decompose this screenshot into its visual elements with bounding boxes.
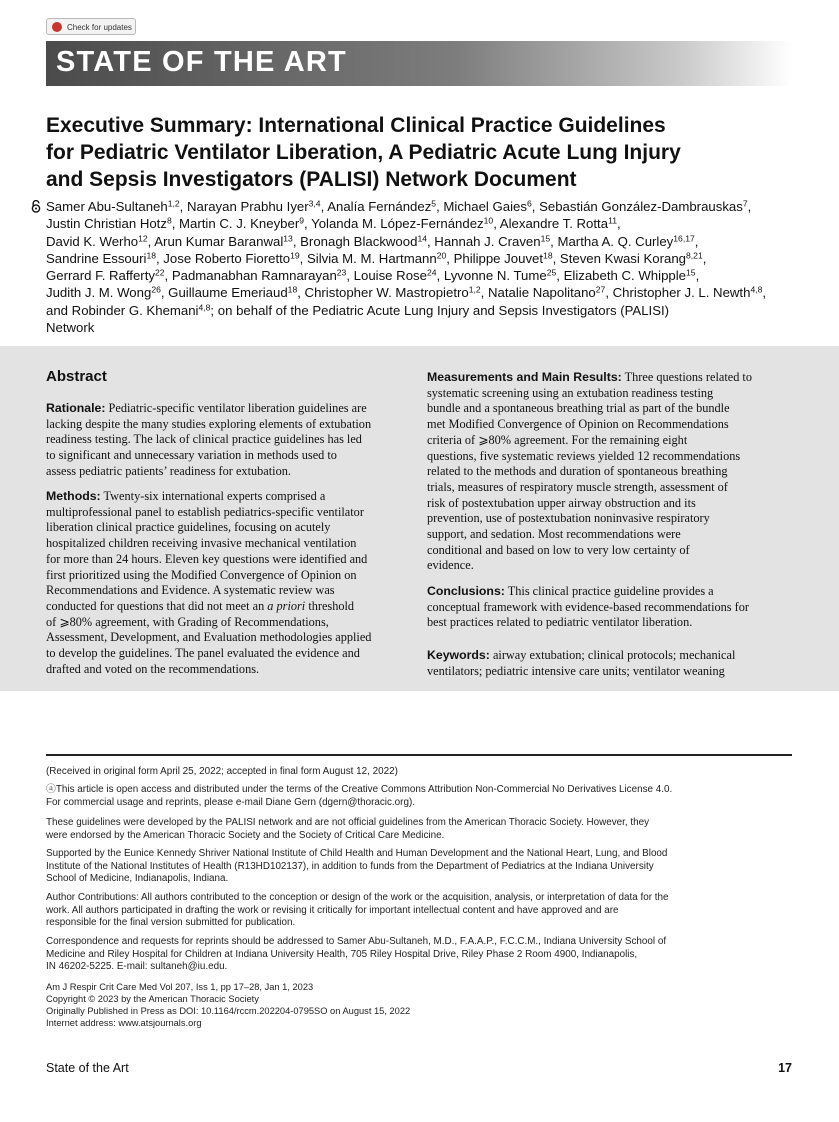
methods-text: threshold [308, 598, 355, 613]
measurements-text: support, and sedation. Most recommendations were [427, 527, 681, 542]
contributions-text: work. All authors participated in drafting the work or revising it critically for important intellectual content and have approved and are [46, 904, 619, 916]
measurements-text: criteria of ⩾80% agreement. For the remaining eight [427, 432, 688, 447]
support-text: School of Medicine, Indianapolis, Indiana. [46, 873, 229, 885]
support-text: Institute of the National Institutes of Health (R13HD102137), in addition to funds from the Department of Pediatrics at the Indiana University [46, 860, 654, 872]
author-name: , [762, 285, 767, 301]
keywords-label: Keywords: [427, 648, 490, 662]
title-line: Executive Summary: International Clinical Practice Guidelines [46, 114, 666, 137]
article-title [46, 112, 766, 193]
author-name: Justin Christian Hotz [46, 216, 167, 232]
author-name: , Martha A. Q. Curley [550, 233, 674, 249]
measurements-text: bundle and a spontaneous breathing trial as part of the bundle [427, 401, 730, 416]
methods-text: liberation clinical practice guidelines, focusing on acutely [46, 520, 331, 535]
methods-italic-text: a priori [267, 598, 306, 613]
author-name: , Padmanabhan Ramnarayan [164, 268, 337, 284]
contributions-text: responsible for the final version submitted for publication. [46, 917, 296, 929]
citation-text: Am J Respir Crit Care Med Vol 207, Iss 1, pp 17–28, Jan 1, 2023 [46, 982, 314, 992]
author-name: , Christopher J. L. Newth [605, 285, 751, 301]
guidelines-text: These guidelines were developed by the PALISI network and are not official guidelines from the American Thoracic Society. However, they [46, 817, 650, 828]
author-name: Samer Abu-Sultaneh [46, 199, 168, 214]
author-name: , [702, 250, 707, 266]
open-access-note [46, 784, 796, 809]
guidelines-note [46, 817, 796, 842]
measurements-text: trials, measures of respiratory muscle strength, assessment of [427, 479, 728, 494]
measurements-text: related to the methods and duration of spontaneous breathing [427, 464, 728, 479]
author-affiliation: 11 [608, 215, 617, 226]
rationale-text: lacking despite the many studies exploring elements of extubation [46, 416, 372, 431]
author-name: , Analía Fernández [320, 199, 432, 214]
title-line: for Pediatric Ventilator Liberation, A Pediatric Acute Lung Injury [46, 141, 681, 164]
author-affiliation: 24 [426, 267, 437, 278]
author-affiliation: 16,17 [673, 232, 695, 243]
author-affiliation: 4,8 [750, 284, 763, 295]
rationale-text: assess pediatric patients’ readiness for extubation. [46, 463, 291, 478]
author-line [46, 267, 806, 284]
author-affiliation: 9 [299, 215, 305, 226]
author-line [46, 319, 806, 336]
author-line [46, 302, 806, 319]
author-affiliation: 27 [595, 284, 606, 295]
check-for-updates-badge[interactable] [46, 18, 136, 35]
author-name: , Steven Kwasi Korang [552, 250, 687, 266]
correspondence-text: Medicine and Riley Hospital for Children at Indiana University Health, 705 Riley Hospital Drive, Riley Phase 2 Room 4900, Indianapolis, [46, 948, 638, 960]
correspondence-text: Correspondence and requests for reprints should be addressed to Samer Abu-Sultaneh, M.D., F.A.A.P., F.C.C.M., Indiana University School of [46, 936, 667, 947]
author-affiliation: 18 [543, 250, 553, 261]
author-name: Gerrard F. Rafferty [46, 268, 155, 284]
author-list [46, 198, 806, 336]
author-affiliation: 18 [146, 250, 156, 261]
author-name: , Arun Kumar Baranwal [147, 233, 284, 249]
author-affiliation: 4,8 [198, 302, 211, 313]
author-affiliation: 23 [336, 267, 347, 278]
author-name: and Robinder G. Khemani [46, 302, 199, 318]
footnote-divider [46, 754, 792, 756]
copyright-text: Copyright © 2023 by the American Thoracic Society [46, 994, 259, 1005]
author-affiliation: 15 [686, 267, 696, 278]
abstract-conclusions [427, 584, 793, 631]
author-affiliation: 18 [287, 284, 298, 295]
contributions-text: Author Contributions: All authors contributed to the conception or design of the work or the acquisition, analysis, or interpretation of data for the [46, 892, 669, 903]
correspondence-text: IN 46202-5225. E-mail: sultaneh@iu.edu. [46, 961, 228, 973]
measurements-text: systematic screening using an extubation readiness testing [427, 385, 714, 400]
author-affiliation: 12 [138, 232, 148, 243]
author-affiliation: 19 [290, 250, 300, 261]
open-access-text: This article is open access and distributed under the terms of the Creative Commons Attribution Non-Commercial No Derivatives License 4.0. [55, 784, 673, 795]
received-text: (Received in original form April 25, 2022; accepted in final form August 12, 2022) [46, 766, 398, 777]
methods-text: first prioritized using the Modified Convergence of Opinion on [46, 567, 357, 582]
author-name: , Lyvonne N. Tume [436, 268, 547, 284]
conclusions-text: conceptual framework with evidence-based recommendations for [427, 599, 749, 614]
abstract-heading: Abstract [46, 368, 107, 385]
methods-text: Assessment, Development, and Evaluation methodologies applied [46, 630, 372, 645]
support-note [46, 848, 796, 886]
banner-text: STATE OF THE ART [56, 46, 347, 78]
author-name: , [747, 199, 752, 214]
author-affiliation: 3,4 [308, 198, 321, 209]
author-affiliation: 5 [431, 198, 437, 209]
author-affiliation: 7 [742, 198, 748, 209]
citation-note [46, 981, 796, 1029]
keywords-text: airway extubation; clinical protocols; mechanical [492, 648, 736, 662]
author-name: ; on behalf of the Pediatric Acute Lung Injury and Sepsis Investigators (PALISI) [210, 302, 670, 318]
title-line: and Sepsis Investigators (PALISI) Network Document [46, 168, 577, 191]
author-affiliation: 15 [540, 232, 551, 243]
author-name: , Bronagh Blackwood [292, 233, 418, 249]
author-affiliation: 20 [436, 250, 447, 261]
author-name: , [695, 268, 700, 284]
measurements-label: Measurements and Main Results: [427, 370, 622, 384]
author-affiliation: 6 [526, 198, 532, 209]
internet-address-text: Internet address: www.atsjournals.org [46, 1018, 202, 1029]
guidelines-text: were endorsed by the American Thoracic Society and the Society of Critical Care Medicine. [46, 829, 445, 841]
author-affiliation: 8,21 [686, 250, 703, 261]
correspondence-note [46, 936, 796, 974]
received-note [46, 766, 796, 779]
keywords-text: ventilators; pediatric intensive care units; ventilator weaning [427, 663, 725, 678]
author-name: , Yolanda M. López-Fernández [304, 216, 484, 232]
measurements-text: met Modified Convergence of Opinion on Recommendations [427, 417, 729, 432]
author-line [46, 215, 806, 232]
rationale-text: Pediatric-specific ventilator liberation guidelines are [108, 401, 367, 415]
author-line [46, 284, 806, 301]
author-name: , Sebastián González-Dambrauskas [531, 199, 743, 214]
methods-label: Methods: [46, 489, 101, 503]
measurements-text: evidence. [427, 558, 474, 573]
author-line [46, 198, 806, 215]
conclusions-text: This clinical practice guideline provides a [507, 584, 714, 598]
author-name: , Narayan Prabhu Iyer [179, 199, 309, 214]
author-name: Sandrine Essouri [46, 250, 147, 266]
footer-section: State of the Art [46, 1061, 129, 1075]
measurements-text: Three questions related to [624, 370, 752, 384]
author-name: , Alexandre T. Rotta [493, 216, 609, 232]
conclusions-label: Conclusions: [427, 584, 505, 598]
open-access-icon [31, 200, 41, 213]
support-text: Supported by the Eunice Kennedy Shriver National Institute of Child Health and Human Development and the National Heart, Lung, and Blood [46, 848, 668, 859]
author-name: , Christopher W. Mastropietro [297, 285, 469, 301]
author-affiliation: 1,2 [468, 284, 481, 295]
conclusions-text: best practices related to pediatric ventilator liberation. [427, 615, 693, 630]
contributions-note [46, 892, 796, 930]
author-name: , Elizabeth C. Whipple [556, 268, 687, 284]
rationale-label: Rationale: [46, 401, 106, 415]
author-name: , Guillaume Emeriaud [160, 285, 288, 301]
measurements-text: risk of postextubation upper airway obstruction and its [427, 495, 696, 510]
methods-text: multiprofessional panel to establish pediatrics-specific ventilator [46, 504, 364, 519]
check-for-updates-label: Check for updates [67, 23, 132, 32]
author-name: , Philippe Jouvet [446, 250, 544, 266]
methods-text: Twenty-six international experts comprised a [103, 489, 326, 503]
author-name: , [694, 233, 699, 249]
author-name: , Silvia M. M. Hartmann [299, 250, 437, 266]
author-name: David K. Werho [46, 233, 139, 249]
author-affiliation: 14 [417, 232, 427, 243]
author-affiliation: 10 [483, 215, 494, 226]
author-name: , Jose Roberto Fioretto [155, 250, 291, 266]
measurements-text: prevention, use of postextubation noninvasive respiratory [427, 511, 710, 526]
author-name: Judith J. M. Wong [46, 285, 152, 301]
author-name: , [616, 216, 621, 232]
rationale-text: readiness testing. The lack of clinical practice guidelines has led [46, 432, 362, 447]
methods-text: for more than 24 hours. Eleven key questions were identified and [46, 551, 368, 566]
open-access-small-icon: ⓐ [46, 784, 56, 795]
author-affiliation: 1,2 [167, 198, 180, 209]
author-affiliation: 22 [154, 267, 165, 278]
author-affiliation: 8 [166, 215, 172, 226]
author-name: , Natalie Napolitano [480, 285, 596, 301]
open-access-text: For commercial usage and reprints, please e-mail Diane Gern (dgern@thoracic.org). [46, 796, 415, 808]
author-name: Network [46, 320, 95, 336]
abstract-methods [46, 489, 410, 677]
section-banner [46, 41, 792, 86]
abstract-measurements [427, 370, 793, 574]
author-line [46, 233, 806, 250]
methods-text: hospitalized children receiving invasive mechanical ventilation [46, 536, 357, 551]
author-affiliation: 25 [546, 267, 557, 278]
author-line [46, 250, 806, 267]
author-name: , Michael Gaies [436, 199, 527, 214]
author-name: , Hannah J. Craven [426, 233, 541, 249]
author-name: , Martin C. J. Kneyber [171, 216, 300, 232]
abstract-keywords [427, 648, 793, 679]
methods-text: drafted and voted on the recommendations. [46, 661, 260, 676]
doi-text: Originally Published in Press as DOI: 10.1164/rccm.202204-0795SO on August 15, 2022 [46, 1006, 411, 1017]
methods-text: conducted for questions that did not meet an [46, 598, 265, 613]
rationale-text: to significant and unnecessary variation in methods used to [46, 448, 337, 463]
methods-text: Recommendations and Evidence. A systematic review was [46, 583, 335, 598]
crossmark-icon [52, 22, 62, 32]
abstract-rationale [46, 401, 410, 480]
measurements-text: questions, five systematic reviews yielded 12 recommendations [427, 448, 741, 463]
methods-text: to develop the guidelines. The panel evaluated the evidence and [46, 646, 360, 661]
measurements-text: conditional and based on low to very low certainty of [427, 542, 690, 557]
methods-text: of ⩾80% agreement, with Grading of Recommendations, [46, 614, 329, 629]
author-affiliation: 13 [283, 232, 293, 243]
author-affiliation: 26 [151, 284, 161, 295]
author-name: , Louise Rose [346, 268, 427, 284]
page-number: 17 [778, 1061, 792, 1075]
